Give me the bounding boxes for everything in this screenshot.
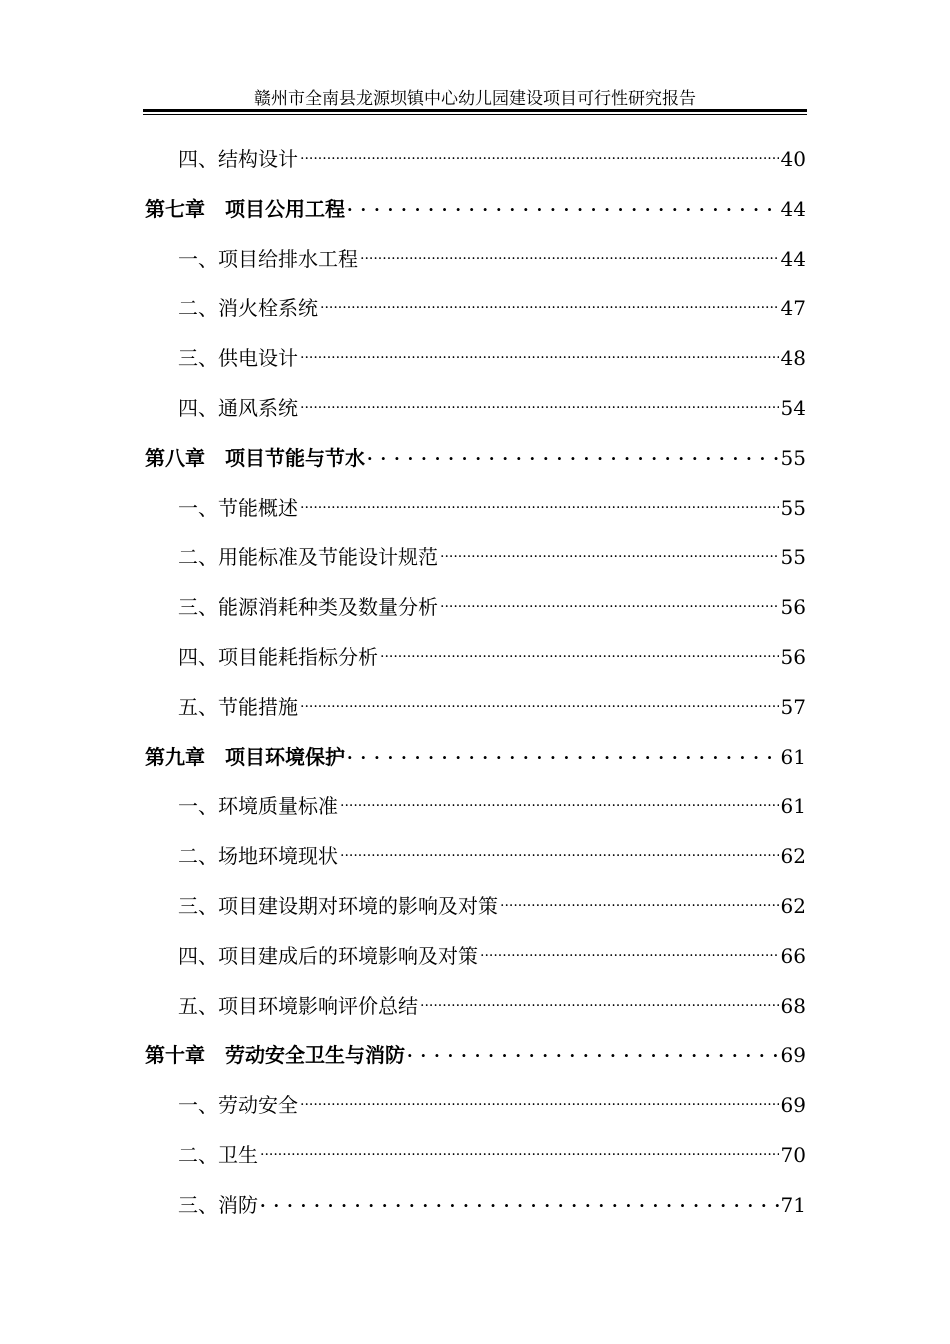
toc-dot-leader [300, 385, 779, 415]
toc-dot-leader [300, 684, 779, 714]
toc-section-entry[interactable] [178, 684, 806, 719]
toc-section-entry[interactable] [178, 485, 806, 520]
toc-page-number: 54 [780, 396, 806, 420]
toc-dot-leader [300, 335, 779, 365]
toc-page-number: 55 [780, 446, 806, 470]
toc-entry-label: 二、消火栓系统 [178, 296, 318, 320]
toc-dot-leader [367, 435, 779, 465]
toc-section-entry[interactable] [178, 285, 806, 320]
toc-dot-leader [347, 186, 779, 216]
toc-page-number: 66 [780, 944, 806, 968]
toc-entry-label: 四、通风系统 [178, 396, 298, 420]
toc-entry-label: 第七章 项目公用工程 [145, 197, 345, 221]
toc-chapter-entry[interactable] [145, 186, 806, 221]
toc-entry-label: 四、项目建成后的环境影响及对策 [178, 944, 478, 968]
toc-section-entry[interactable] [178, 883, 806, 918]
toc-entry-label: 一、项目给排水工程 [178, 247, 358, 271]
toc-page-number: 55 [780, 496, 806, 520]
toc-entry-label: 第八章 项目节能与节水 [145, 446, 365, 470]
toc-entry-label: 第十章 劳动安全卫生与消防 [145, 1043, 405, 1067]
toc-section-entry[interactable] [178, 783, 806, 818]
toc-page-number: 71 [780, 1193, 806, 1217]
toc-dot-leader [260, 1132, 779, 1162]
toc-page-number: 48 [780, 346, 806, 370]
toc-chapter-entry[interactable] [145, 734, 806, 769]
toc-dot-leader [347, 734, 779, 764]
page-header-title: 赣州市全南县龙源坝镇中心幼儿园建设项目可行性研究报告 [254, 89, 696, 109]
toc-page-number: 61 [780, 745, 806, 769]
toc-section-entry[interactable] [178, 1182, 806, 1217]
toc-section-entry[interactable] [178, 385, 806, 420]
toc-entry-label: 四、项目能耗指标分析 [178, 645, 378, 669]
toc-entry-label: 三、能源消耗种类及数量分析 [178, 595, 438, 619]
toc-entry-label: 三、供电设计 [178, 346, 298, 370]
toc-page-number: 57 [780, 695, 806, 719]
toc-page-number: 40 [780, 147, 806, 171]
toc-entry-label: 五、节能措施 [178, 695, 298, 719]
toc-section-entry[interactable] [178, 933, 806, 968]
toc-dot-leader [380, 634, 779, 664]
header-rule-thin [143, 114, 807, 115]
toc-entry-label: 三、消防 [178, 1193, 258, 1217]
toc-chapter-entry[interactable] [145, 435, 806, 470]
toc-section-entry[interactable] [178, 335, 806, 370]
toc-entry-label: 二、场地环境现状 [178, 844, 338, 868]
toc-dot-leader [407, 1032, 779, 1062]
toc-page-number: 62 [780, 844, 806, 868]
toc-page-number: 61 [780, 794, 806, 818]
toc-dot-leader [480, 933, 779, 963]
toc-entry-label: 一、环境质量标准 [178, 794, 338, 818]
toc-dot-leader [420, 983, 779, 1013]
toc-page-number: 69 [780, 1093, 806, 1117]
toc-dot-leader [300, 136, 779, 166]
toc-dot-leader [500, 883, 779, 913]
toc-dot-leader [320, 285, 779, 315]
toc-entry-label: 二、用能标准及节能设计规范 [178, 545, 438, 569]
toc-dot-leader [260, 1182, 779, 1212]
header-rule-thick [143, 109, 807, 112]
toc-section-entry[interactable] [178, 136, 806, 171]
toc-section-entry[interactable] [178, 634, 806, 669]
toc-entry-label: 四、结构设计 [178, 147, 298, 171]
toc-section-entry[interactable] [178, 1132, 806, 1167]
toc-page-number: 47 [780, 296, 806, 320]
toc-section-entry[interactable] [178, 983, 806, 1018]
toc-entry-label: 一、节能概述 [178, 496, 298, 520]
toc-dot-leader [340, 833, 779, 863]
toc-page-number: 44 [780, 247, 806, 271]
toc-page-number: 68 [780, 994, 806, 1018]
toc-dot-leader [440, 584, 779, 614]
toc-dot-leader [340, 783, 779, 813]
toc-page-number: 62 [780, 894, 806, 918]
toc-page-number: 56 [780, 595, 806, 619]
toc-page-number: 44 [780, 197, 806, 221]
toc-entry-label: 三、项目建设期对环境的影响及对策 [178, 894, 498, 918]
toc-page-number: 55 [780, 545, 806, 569]
toc-dot-leader [360, 236, 779, 266]
toc-section-entry[interactable] [178, 833, 806, 868]
toc-entry-label: 一、劳动安全 [178, 1093, 298, 1117]
toc-section-entry[interactable] [178, 584, 806, 619]
toc-section-entry[interactable] [178, 1082, 806, 1117]
toc-page-number: 69 [780, 1043, 806, 1067]
toc-section-entry[interactable] [178, 236, 806, 271]
toc-page-number: 70 [780, 1143, 806, 1167]
toc-entry-label: 五、项目环境影响评价总结 [178, 994, 418, 1018]
toc-entry-label: 二、卫生 [178, 1143, 258, 1167]
toc-entry-label: 第九章 项目环境保护 [145, 745, 345, 769]
toc-section-entry[interactable] [178, 534, 806, 569]
toc-dot-leader [300, 1082, 779, 1112]
toc-dot-leader [300, 485, 779, 515]
toc-dot-leader [440, 534, 779, 564]
toc-page-number: 56 [780, 645, 806, 669]
toc-chapter-entry[interactable] [145, 1032, 806, 1067]
